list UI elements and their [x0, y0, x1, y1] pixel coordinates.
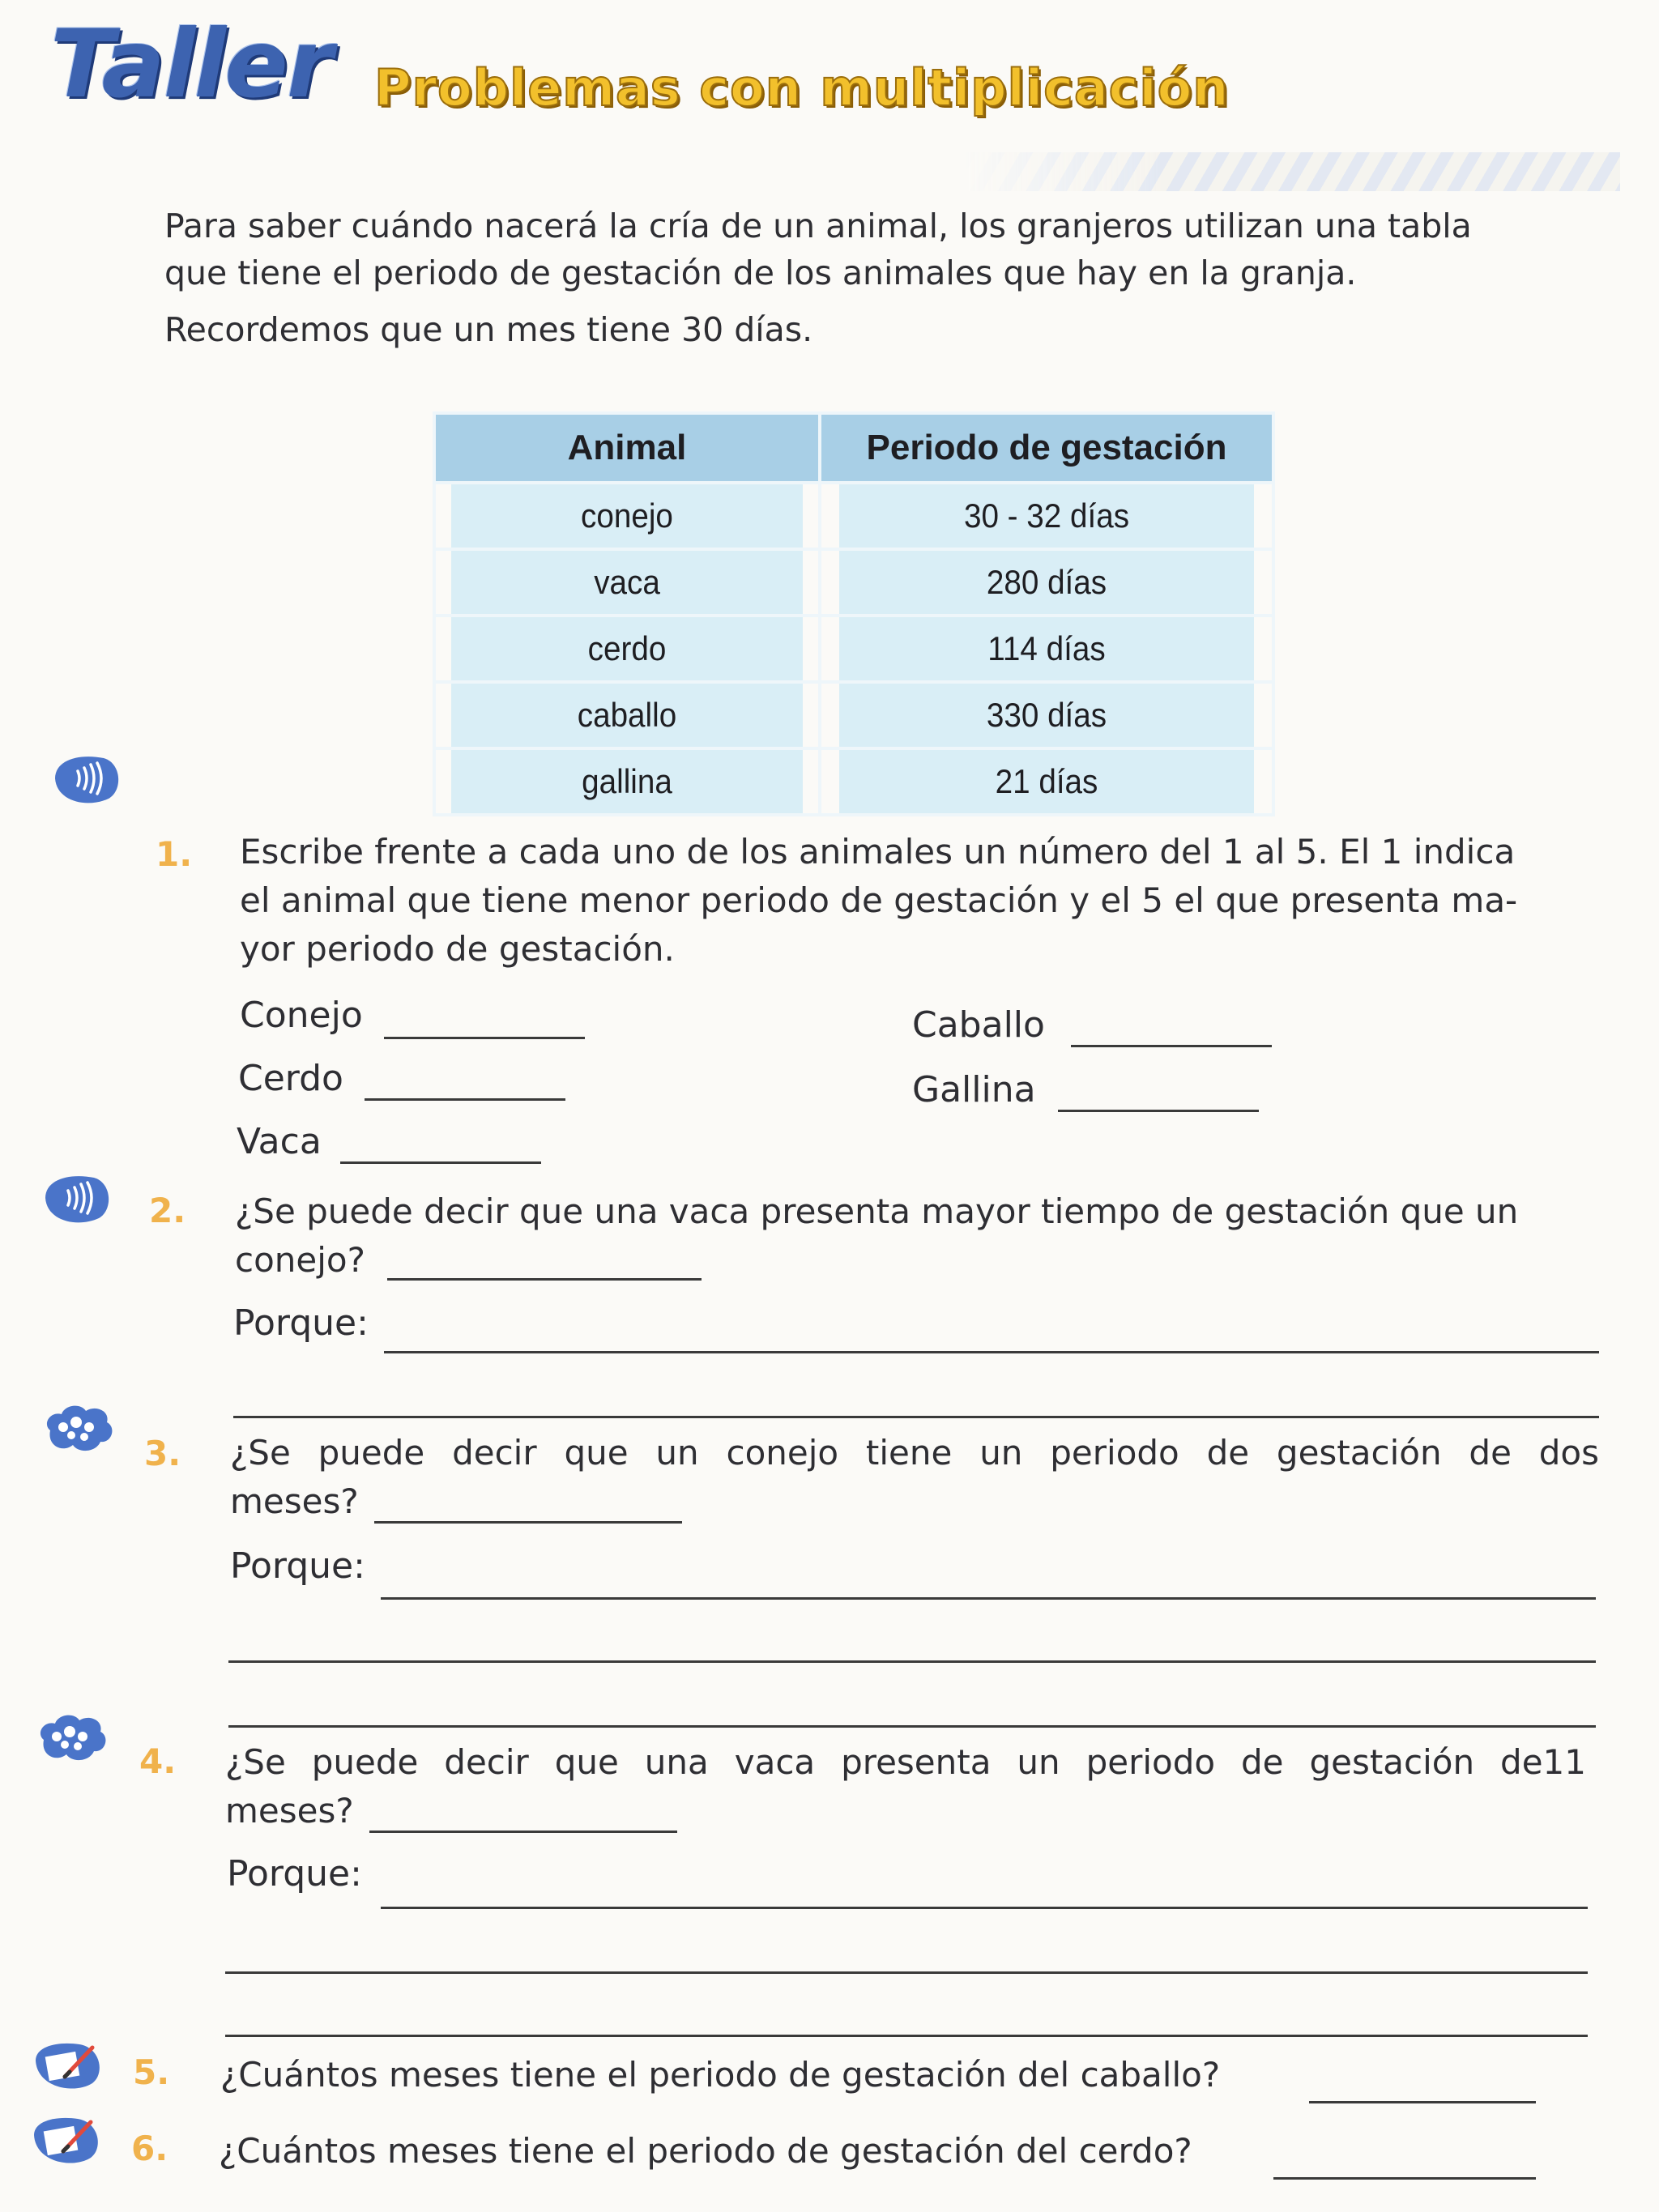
animal-cell: conejo	[450, 483, 804, 549]
answer-line-caballo[interactable]	[1071, 1045, 1272, 1047]
animal-label-conejo: Conejo	[240, 995, 363, 1036]
question-number: 3.	[144, 1434, 181, 1473]
thinking-cloud-icon	[39, 1400, 117, 1456]
table-row	[434, 748, 1273, 815]
answer-line-q6[interactable]	[1273, 2177, 1536, 2180]
question-line: yor periodo de gestación.	[240, 929, 675, 969]
animal-cell: vaca	[450, 549, 804, 616]
animal-label-gallina: Gallina	[912, 1069, 1036, 1110]
question-number: 5.	[133, 2052, 170, 2092]
answer-line-q2[interactable]	[387, 1278, 702, 1281]
porque-line[interactable]	[384, 1351, 1599, 1353]
animal-label-cerdo: Cerdo	[238, 1058, 343, 1099]
period-cell: 330 días	[838, 682, 1255, 748]
animal-label-vaca: Vaca	[237, 1121, 322, 1162]
table-row	[434, 483, 1273, 549]
question-number: 2.	[149, 1191, 186, 1230]
question-line: conejo?	[235, 1240, 365, 1280]
workshop-title: Taller	[50, 10, 332, 119]
column-header-period: Periodo de gestación	[820, 413, 1273, 483]
question-number: 4.	[139, 1741, 177, 1781]
animal-cell: caballo	[450, 682, 804, 748]
header-decoration	[964, 152, 1620, 191]
period-cell: 114 días	[838, 616, 1255, 682]
answer-line-cerdo[interactable]	[365, 1098, 565, 1101]
animal-cell: cerdo	[450, 616, 804, 682]
porque-line[interactable]	[228, 1660, 1596, 1663]
sound-wave-icon	[47, 750, 125, 807]
question-4-text	[225, 1738, 1586, 1787]
question-number: 1.	[156, 834, 193, 874]
pencil-paper-icon	[29, 2036, 107, 2093]
porque-label: Porque:	[227, 1853, 362, 1894]
porque-label: Porque:	[233, 1302, 369, 1344]
answer-line-vaca[interactable]	[340, 1161, 541, 1164]
period-cell: 280 días	[838, 549, 1255, 616]
porque-label: Porque:	[230, 1545, 365, 1587]
porque-line[interactable]	[225, 2035, 1588, 2037]
question-6-text: ¿Cuántos meses tiene el periodo de gestación del cerdo?	[219, 2131, 1192, 2171]
question-3-text-end: meses?	[230, 1481, 359, 1521]
porque-line[interactable]	[381, 1907, 1588, 1909]
question-3-text	[230, 1429, 1599, 1477]
answer-line-conejo[interactable]	[384, 1037, 585, 1039]
question-line: ¿Se puede decir que un conejo tiene un periodo de gestación de dos	[230, 1433, 1599, 1473]
answer-line-q4[interactable]	[369, 1831, 677, 1833]
question-5-text: ¿Cuántos meses tiene el periodo de gestación del caballo?	[220, 2055, 1221, 2095]
table-header-row	[434, 413, 1273, 483]
animal-label-caballo: Caballo	[912, 1004, 1045, 1046]
question-4-text-end: meses?	[225, 1791, 354, 1831]
porque-line[interactable]	[225, 1971, 1588, 1974]
intro-line: Recordemos que un mes tiene 30 días.	[164, 310, 813, 349]
pencil-paper-icon	[28, 2111, 105, 2167]
animal-cell: gallina	[450, 748, 804, 815]
period-cell: 21 días	[838, 748, 1255, 815]
table-row	[434, 682, 1273, 748]
answer-line-q3[interactable]	[374, 1521, 682, 1524]
answer-line-q5[interactable]	[1309, 2101, 1536, 2103]
page-subtitle: Problemas con multiplicación	[374, 58, 1230, 117]
question-1-text	[240, 828, 1617, 974]
period-cell: 30 - 32 días	[838, 483, 1255, 549]
question-line: ¿Se puede decir que una vaca presenta un periodo de gestación de11	[225, 1742, 1586, 1782]
porque-line[interactable]	[228, 1725, 1596, 1728]
question-number: 6.	[131, 2129, 168, 2168]
question-line: ¿Se puede decir que una vaca presenta mayor tiempo de gestación que un	[235, 1191, 1519, 1231]
porque-line[interactable]	[233, 1416, 1599, 1418]
question-2-text	[235, 1187, 1628, 1285]
porque-line[interactable]	[381, 1597, 1596, 1600]
question-line: el animal que tiene menor periodo de gestación y el 5 el que presenta ma-	[240, 880, 1518, 920]
answer-line-gallina[interactable]	[1058, 1110, 1259, 1112]
column-header-animal: Animal	[434, 413, 820, 483]
sound-wave-icon	[37, 1170, 115, 1226]
table-row	[434, 549, 1273, 616]
intro-line: Para saber cuándo nacerá la cría de un animal, los granjeros utilizan una tabla	[164, 207, 1472, 245]
intro-paragraph	[164, 202, 1623, 353]
table-row	[434, 616, 1273, 682]
gestation-table	[433, 411, 1275, 816]
thinking-cloud-icon	[32, 1709, 110, 1766]
question-line: Escribe frente a cada uno de los animales un número del 1 al 5. El 1 indica	[240, 832, 1516, 872]
intro-line: que tiene el periodo de gestación de los animales que hay en la granja.	[164, 254, 1357, 292]
